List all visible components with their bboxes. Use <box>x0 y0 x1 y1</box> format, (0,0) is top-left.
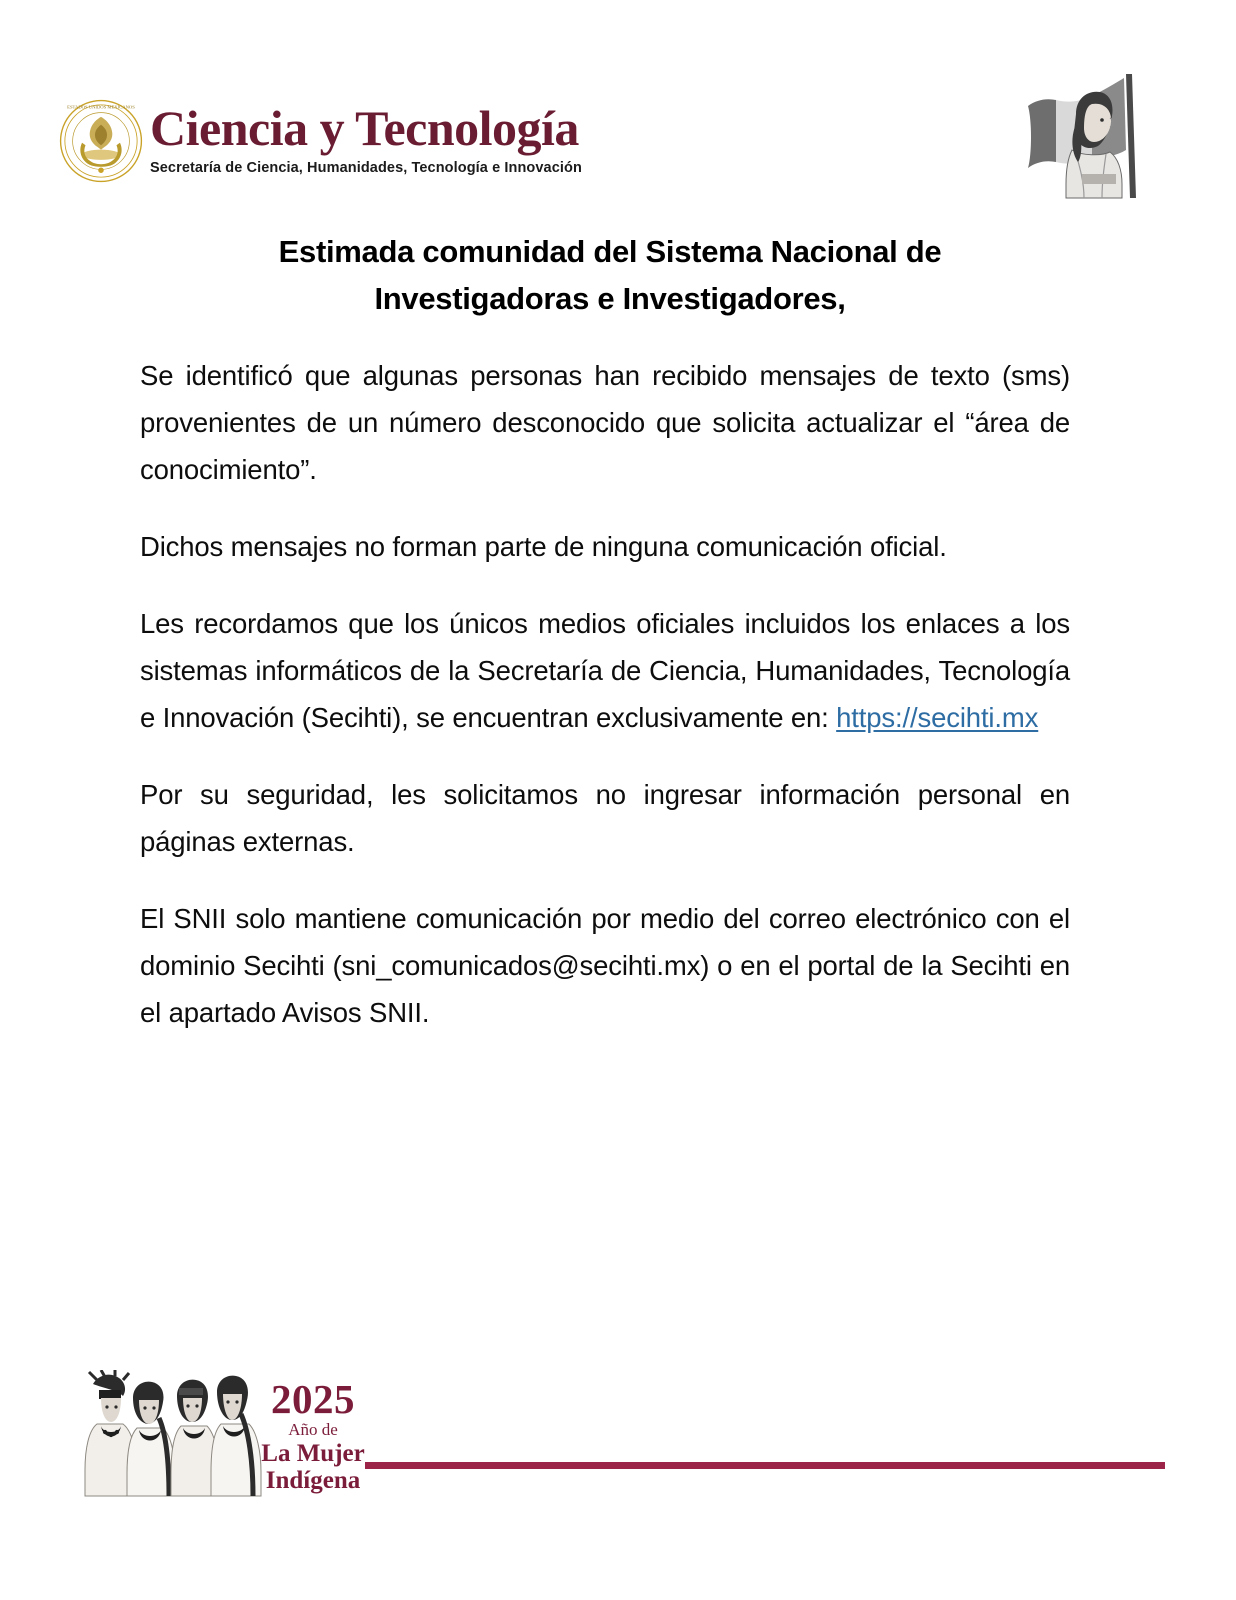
paragraph-1: Se identificó que algunas personas han recibido mensajes de texto (sms) provenientes de un número desconocido que solicita actualizar el “área de conocimiento”. <box>140 360 1070 485</box>
footer-year: 2025 <box>271 1376 355 1422</box>
footer-ano-de: Año de <box>288 1420 338 1439</box>
mexican-coat-of-arms-seal-icon <box>58 98 144 184</box>
page-footer <box>0 1360 1236 1520</box>
paragraph-2: Dichos mensajes no forman parte de ninguna comunicación oficial. <box>140 531 947 562</box>
footer-line-2: Indígena <box>265 1467 361 1494</box>
paragraph-3-text: Les recordamos que los únicos medios oficiales incluidos los enlaces a los sistemas informáticos de la Secretaría de Ciencia, Humanidades, Tecnología e Innovación (Secihti), se encuentran exclusivamente en: <box>140 608 1070 733</box>
brand-wordmark <box>150 100 770 177</box>
page-header <box>0 0 1236 215</box>
document-title-line-2: Investigadoras e Investigadores, <box>374 281 846 316</box>
document-body <box>140 352 1070 1036</box>
document-title <box>150 228 1070 322</box>
footer-horizontal-rule <box>365 1462 1165 1469</box>
paragraph-5: El SNII solo mantiene comunicación por medio del correo electrónico con el dominio Secihti (sni_comunicados@secihti.mx) o en el portal de la Secihti en el apartado Avisos SNII. <box>140 903 1070 1028</box>
indigenous-women-illustration-icon <box>75 1370 265 1505</box>
brand-title: Ciencia y Tecnología <box>150 100 579 156</box>
paragraph-4: Por su seguridad, les solicitamos no ingresar información personal en páginas externas. <box>140 779 1070 857</box>
woman-with-mexican-flag-image <box>1010 58 1150 206</box>
document-title-line-1: Estimada comunidad del Sistema Nacional de <box>278 234 942 269</box>
footer-campaign-text <box>258 1378 368 1494</box>
paragraph-3 <box>140 600 1070 741</box>
footer-line-1: La Mujer <box>261 1440 365 1467</box>
secihti-website-link[interactable]: https://secihti.mx <box>836 702 1039 733</box>
brand-subtitle: Secretaría de Ciencia, Humanidades, Tecnología e Innovación <box>150 160 582 176</box>
svg-text:ESTADOS UNIDOS MEXICANOS: ESTADOS UNIDOS MEXICANOS <box>67 105 135 111</box>
